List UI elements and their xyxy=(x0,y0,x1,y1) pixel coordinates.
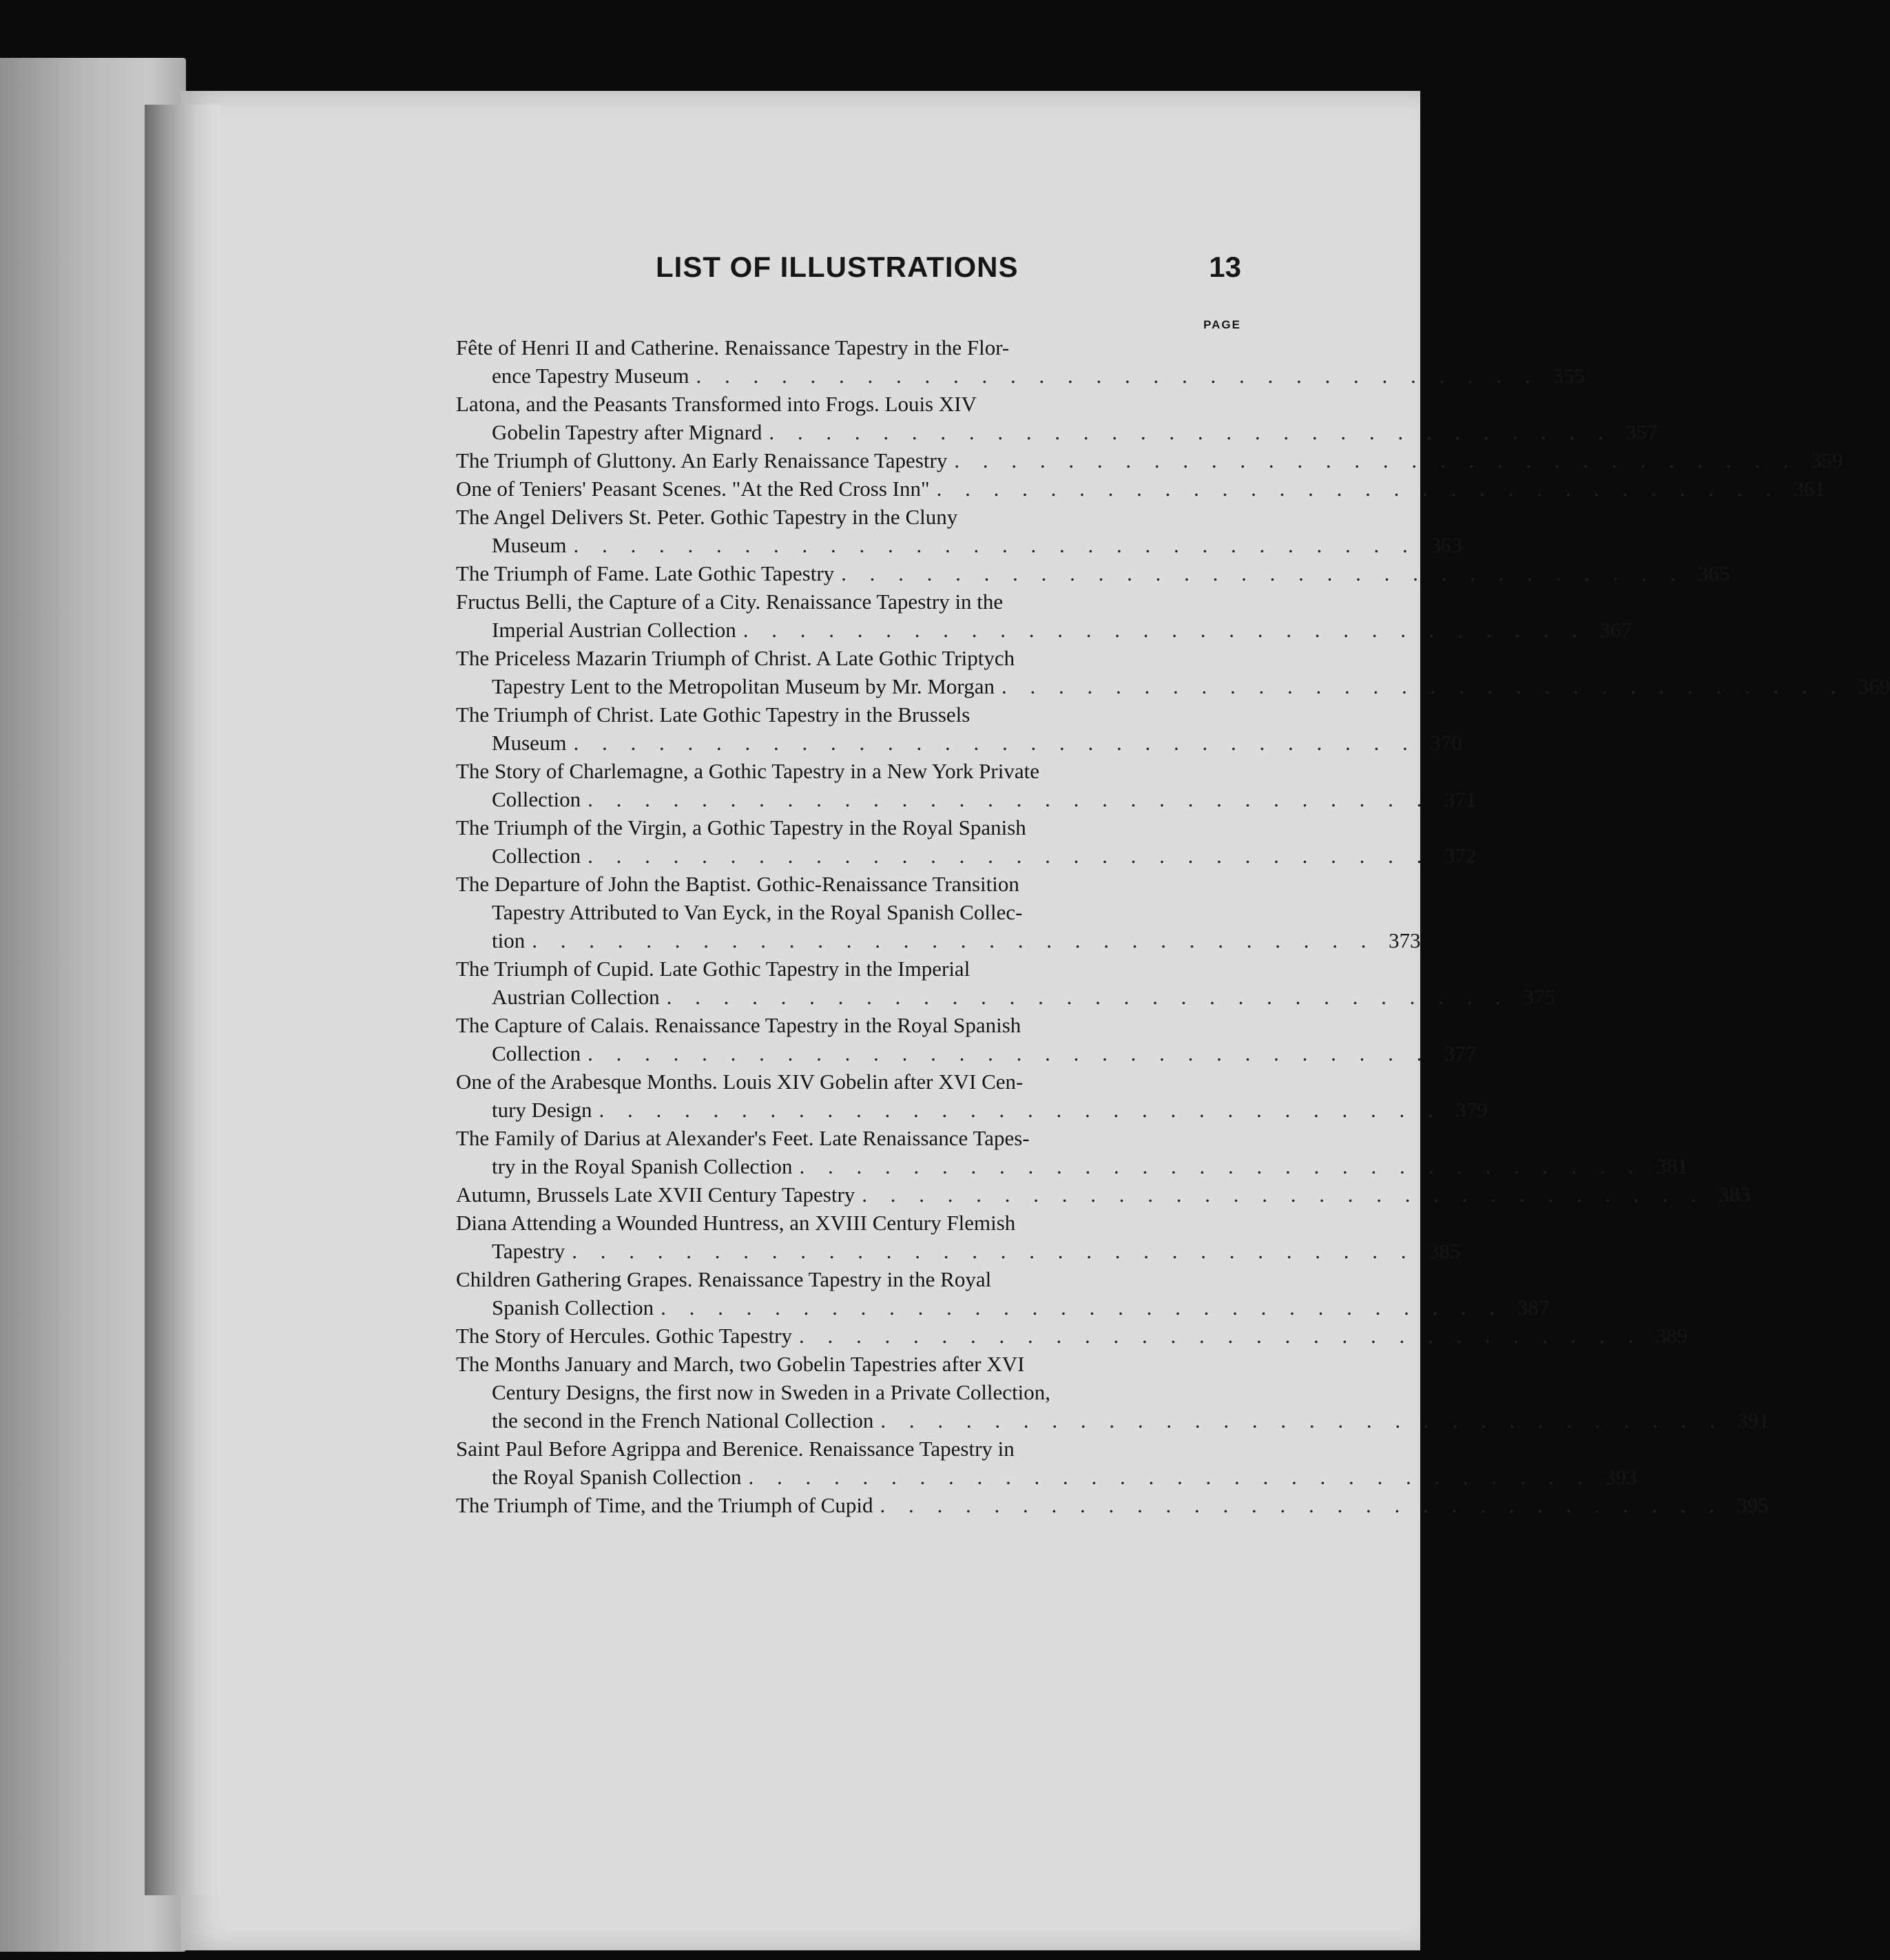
entry-text: The Story of Charlemagne, a Gothic Tapestry in a New York Private xyxy=(456,759,1039,783)
entry-text: The Story of Hercules. Gothic Tapestry xyxy=(456,1324,792,1348)
entry-line xyxy=(456,729,1462,757)
list-item xyxy=(456,757,1477,813)
entry-line xyxy=(456,1067,1241,1096)
dot-leader: . . . . . . . . . . . . . . . . . . . . . . . . . . . . . . xyxy=(769,420,1612,444)
entry-text: The Departure of John the Baptist. Gothic-Renaissance Transition xyxy=(456,872,1019,896)
list-item xyxy=(456,1322,1688,1350)
list-item xyxy=(456,1209,1461,1265)
entry-line xyxy=(456,1265,1241,1293)
entry-line xyxy=(456,983,1555,1011)
entry-page-number: 365 xyxy=(1697,561,1730,585)
entry-text: The Triumph of the Virgin, a Gothic Tapestry in the Royal Spanish xyxy=(456,815,1026,840)
entry-line xyxy=(456,1322,1688,1350)
list-item xyxy=(456,644,1890,700)
entry-text: tury Design xyxy=(492,1098,592,1122)
list-item xyxy=(456,1265,1550,1322)
entry-text: The Triumph of Time, and the Triumph of Cupid xyxy=(456,1493,873,1517)
dot-leader: . . . . . . . . . . . . . . . . . . . . . . . . . . . . . . xyxy=(661,1295,1504,1320)
list-item xyxy=(456,503,1462,559)
entry-text: Spanish Collection xyxy=(492,1295,654,1320)
entry-text: Museum xyxy=(492,533,567,557)
dot-leader: . . . . . . . . . . . . . . . . . . . . . . . . . . . . . . xyxy=(748,1465,1592,1489)
entry-line xyxy=(456,785,1477,813)
entry-text: The Triumph of Cupid. Late Gothic Tapestry in the Imperial xyxy=(456,957,970,981)
entry-page-number: 373 xyxy=(1388,928,1421,952)
list-item xyxy=(456,1011,1477,1067)
list-item xyxy=(456,333,1585,390)
dot-leader: . . . . . . . . . . . . . . . . . . . . . . . . . . . . . . xyxy=(742,618,1586,642)
list-item xyxy=(456,587,1632,644)
dot-leader: . . . . . . . . . . . . . . . . . . . . . . . . . . . . . . xyxy=(936,477,1780,501)
entry-text: Collection xyxy=(492,1041,581,1065)
dot-leader: . . . . . . . . . . . . . . . . . . . . . . . . . . . . . . xyxy=(798,1324,1643,1348)
page-gutter-shadow xyxy=(145,105,220,1895)
entry-text: Century Designs, the first now in Sweden in a Private Collection, xyxy=(492,1380,1051,1404)
list-item xyxy=(456,870,1421,955)
list-item xyxy=(456,1180,1751,1209)
list-item xyxy=(456,475,1825,503)
entry-page-number: 389 xyxy=(1655,1324,1688,1348)
list-item xyxy=(456,559,1730,587)
page-number: 13 xyxy=(1209,251,1241,283)
entry-line xyxy=(456,1435,1241,1463)
list-item xyxy=(456,1067,1488,1124)
entry-line xyxy=(456,926,1421,955)
entry-line xyxy=(456,1152,1688,1180)
list-item xyxy=(456,813,1477,870)
entry-text: One of the Arabesque Months. Louis XIV Gobelin after XVI Cen- xyxy=(456,1070,1024,1094)
list-item xyxy=(456,1491,1769,1519)
entry-page-number: 383 xyxy=(1718,1182,1751,1207)
book-page xyxy=(180,91,1890,1950)
entry-text: Children Gathering Grapes. Renaissance Tapestry in the Royal xyxy=(456,1267,992,1291)
entry-line xyxy=(456,870,1241,898)
list-item xyxy=(456,390,1658,446)
entry-page-number: 391 xyxy=(1737,1408,1769,1432)
dot-leader: . . . . . . . . . . . . . . . . . . . . . . . . . . . . . . xyxy=(880,1493,1723,1517)
list-item xyxy=(456,955,1555,1011)
dot-leader: . . . . . . . . . . . . . . . . . . . . . . . . . . . . . . xyxy=(862,1182,1705,1207)
dot-leader: . . . . . . . . . . . . . . . . . . . . . . . . . . . . . . xyxy=(532,928,1375,952)
entry-line xyxy=(456,587,1241,616)
entry-page-number: 371 xyxy=(1444,787,1477,811)
dot-leader: . . . . . . . . . . . . . . . . . . . . . . . . . . . . . . xyxy=(588,1041,1431,1065)
entry-page-number: 377 xyxy=(1444,1041,1477,1065)
entry-line xyxy=(456,1039,1477,1067)
entry-line xyxy=(456,1124,1241,1152)
entry-text: The Angel Delivers St. Peter. Gothic Tapestry in the Cluny xyxy=(456,505,958,529)
entry-page-number: 367 xyxy=(1599,618,1632,642)
entry-page-number: 385 xyxy=(1429,1239,1461,1263)
entry-line xyxy=(456,1209,1241,1237)
entry-text: The Triumph of Gluttony. An Early Renaissance Tapestry xyxy=(456,448,948,472)
entry-text: One of Teniers' Peasant Scenes. "At the Red Cross Inn" xyxy=(456,477,930,501)
entry-text: Autumn, Brussels Late XVII Century Tapestry xyxy=(456,1182,855,1207)
entry-page-number: 395 xyxy=(1736,1493,1769,1517)
entry-page-number: 357 xyxy=(1626,420,1658,444)
list-item xyxy=(456,700,1462,757)
list-item xyxy=(456,1124,1688,1180)
dot-leader: . . . . . . . . . . . . . . . . . . . . . . . . . . . . . . xyxy=(572,1239,1415,1263)
list-item xyxy=(456,1435,1637,1491)
entry-line xyxy=(456,1406,1769,1435)
dot-leader: . . . . . . . . . . . . . . . . . . . . . . . . . . . . . . xyxy=(880,1408,1724,1432)
entry-text: Tapestry Attributed to Van Eyck, in the Royal Spanish Collec- xyxy=(492,900,1023,924)
running-header xyxy=(456,251,1241,292)
page-column-label: PAGE xyxy=(1203,318,1241,331)
entry-line xyxy=(456,898,1241,926)
entry-text: Fructus Belli, the Capture of a City. Renaissance Tapestry in the xyxy=(456,590,1004,614)
dot-leader: . . . . . . . . . . . . . . . . . . . . . . . . . . . . . . xyxy=(588,787,1431,811)
entry-line xyxy=(456,955,1241,983)
entry-text: Austrian Collection xyxy=(492,985,660,1009)
entry-line xyxy=(456,757,1241,785)
entry-line xyxy=(456,503,1241,531)
entry-page-number: 387 xyxy=(1517,1295,1550,1320)
entry-line xyxy=(456,1491,1769,1519)
entry-line xyxy=(456,475,1825,503)
entry-line xyxy=(456,813,1241,842)
dot-leader: . . . . . . . . . . . . . . . . . . . . . . . . . . . . . . xyxy=(841,561,1685,585)
entry-page-number: 355 xyxy=(1552,364,1585,388)
entry-line xyxy=(456,333,1241,362)
entry-page-number: 363 xyxy=(1430,533,1462,557)
entry-line xyxy=(456,390,1241,418)
entry-line xyxy=(456,1463,1637,1491)
dot-leader: . . . . . . . . . . . . . . . . . . . . . . . . . . . . . . xyxy=(799,1154,1643,1178)
entry-page-number: 369 xyxy=(1858,674,1890,698)
entry-line xyxy=(456,672,1890,700)
entry-line xyxy=(456,644,1241,672)
entry-page-number: 381 xyxy=(1656,1154,1688,1178)
entry-page-number: 361 xyxy=(1793,477,1825,501)
page-title: LIST OF ILLUSTRATIONS xyxy=(656,251,1019,283)
entry-line xyxy=(456,362,1585,390)
entry-text: Fête of Henri II and Catherine. Renaissance Tapestry in the Flor- xyxy=(456,335,1010,359)
entry-line xyxy=(456,1293,1550,1322)
entry-line xyxy=(456,418,1658,446)
entry-text: the Royal Spanish Collection xyxy=(492,1465,742,1489)
entry-page-number: 372 xyxy=(1444,844,1477,868)
dot-leader: . . . . . . . . . . . . . . . . . . . . . . . . . . . . . . xyxy=(588,844,1431,868)
entry-line xyxy=(456,1378,1241,1406)
entry-text: Gobelin Tapestry after Mignard xyxy=(492,420,762,444)
dot-leader: . . . . . . . . . . . . . . . . . . . . . . . . . . . . . . xyxy=(954,448,1798,472)
entry-line xyxy=(456,1180,1751,1209)
entry-text: The Capture of Calais. Renaissance Tapestry in the Royal Spanish xyxy=(456,1013,1021,1037)
entry-line xyxy=(456,446,1843,475)
entry-page-number: 393 xyxy=(1605,1465,1637,1489)
entry-text: Tapestry Lent to the Metropolitan Museum by Mr. Morgan xyxy=(492,674,995,698)
entry-text: Latona, and the Peasants Transformed into Frogs. Louis XIV xyxy=(456,392,977,416)
list-item xyxy=(456,1350,1769,1435)
entry-text: Imperial Austrian Collection xyxy=(492,618,736,642)
entry-line xyxy=(456,1350,1241,1378)
entry-line xyxy=(456,842,1477,870)
entry-page-number: 379 xyxy=(1455,1098,1488,1122)
entry-text: Museum xyxy=(492,731,567,755)
entry-line xyxy=(456,700,1241,729)
dot-leader: . . . . . . . . . . . . . . . . . . . . . . . . . . . . . . xyxy=(573,533,1417,557)
dot-leader: . . . . . . . . . . . . . . . . . . . . . . . . . . . . . . xyxy=(696,364,1539,388)
dot-leader: . . . . . . . . . . . . . . . . . . . . . . . . . . . . . . xyxy=(1001,674,1845,698)
entry-line xyxy=(456,1237,1461,1265)
entry-page-number: 370 xyxy=(1430,731,1462,755)
list-item xyxy=(456,446,1843,475)
entry-text: tion xyxy=(492,928,526,952)
entry-page-number: 359 xyxy=(1811,448,1843,472)
entry-text: Diana Attending a Wounded Huntress, an XVIII Century Flemish xyxy=(456,1211,1016,1235)
dot-leader: . . . . . . . . . . . . . . . . . . . . . . . . . . . . . . xyxy=(599,1098,1442,1122)
entry-line xyxy=(456,531,1462,559)
entry-text: The Triumph of Fame. Late Gothic Tapestry xyxy=(456,561,835,585)
dot-leader: . . . . . . . . . . . . . . . . . . . . . . . . . . . . . . xyxy=(573,731,1417,755)
dot-leader: . . . . . . . . . . . . . . . . . . . . . . . . . . . . . . xyxy=(666,985,1510,1009)
entry-text: ence Tapestry Museum xyxy=(492,364,689,388)
entry-text: Tapestry xyxy=(492,1239,565,1263)
entry-line xyxy=(456,1011,1241,1039)
entry-page-number: 375 xyxy=(1523,985,1555,1009)
entry-line xyxy=(456,1096,1488,1124)
entry-text: The Triumph of Christ. Late Gothic Tapestry in the Brussels xyxy=(456,702,970,727)
entry-text: The Months January and March, two Gobelin Tapestries after XVI xyxy=(456,1352,1025,1376)
entry-text: try in the Royal Spanish Collection xyxy=(492,1154,793,1178)
illustrations-list xyxy=(456,333,1890,1519)
entry-text: The Family of Darius at Alexander's Feet. Late Renaissance Tapes- xyxy=(456,1126,1030,1150)
entry-line xyxy=(456,559,1730,587)
entry-text: The Priceless Mazarin Triumph of Christ. A Late Gothic Triptych xyxy=(456,646,1015,670)
entry-line xyxy=(456,616,1632,644)
entry-text: Saint Paul Before Agrippa and Berenice. Renaissance Tapestry in xyxy=(456,1437,1015,1461)
entry-text: the second in the French National Collection xyxy=(492,1408,874,1432)
entry-text: Collection xyxy=(492,844,581,868)
entry-text: Collection xyxy=(492,787,581,811)
